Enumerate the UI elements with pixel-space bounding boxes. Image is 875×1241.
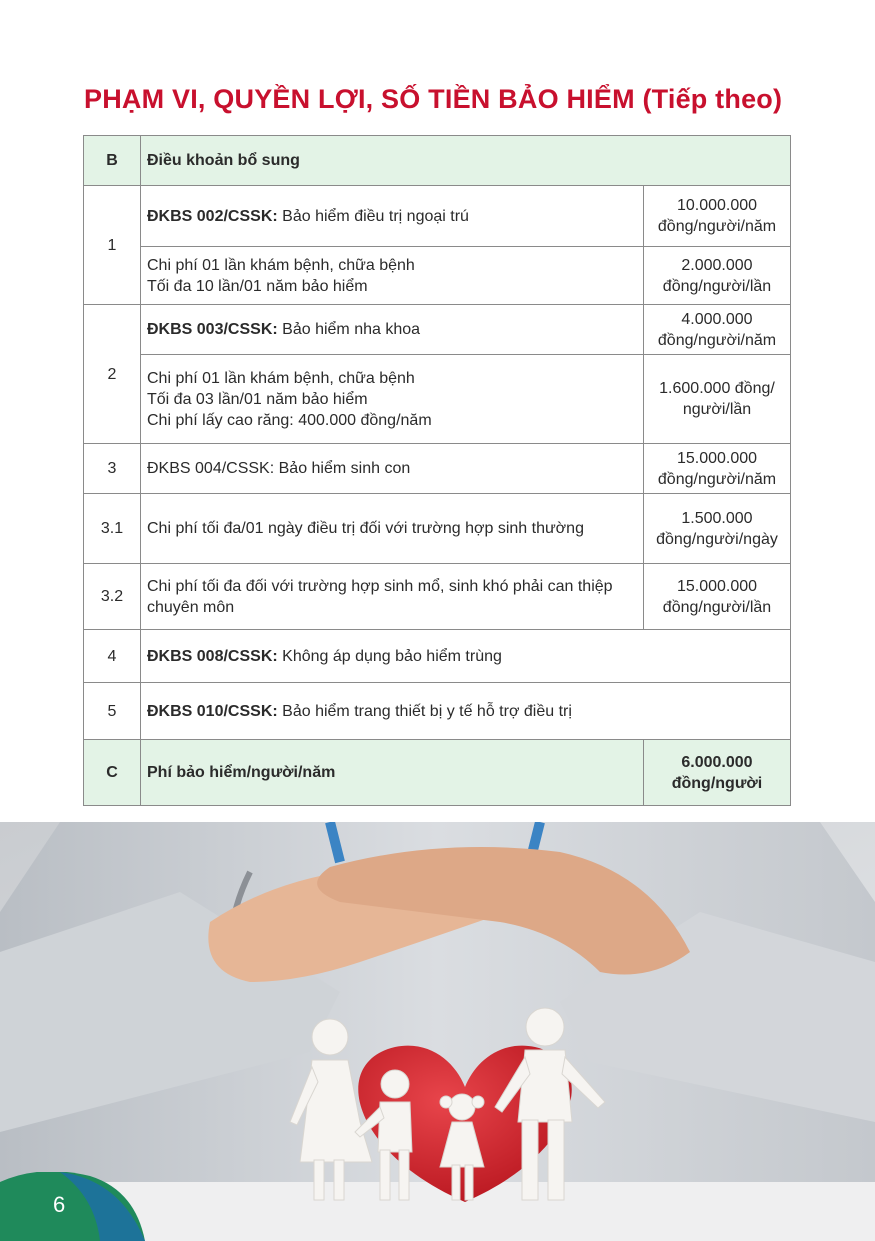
row-description	[141, 355, 644, 444]
clause-title: Bảo hiểm trang thiết bị y tế hỗ trợ điều trị	[282, 702, 572, 720]
amount-value: 15.000.000	[676, 449, 758, 467]
page-number: 6	[53, 1192, 66, 1217]
row-amount	[643, 355, 790, 444]
desc-line: Chi phí 01 lần khám bệnh, chữa bệnh	[147, 256, 415, 274]
amount-value: 1.600.000 đồng/	[659, 380, 775, 397]
desc-line: Chi phí lấy cao răng: 400.000 đồng/năm	[147, 411, 432, 429]
desc-line: Chi phí tối đa đối với trường hợp sinh mổ, sinh khó phải can thiệp	[147, 577, 613, 595]
clause-code: ĐKBS 002/CSSK:	[147, 207, 278, 225]
section-label: Điều khoản bổ sung	[141, 136, 791, 186]
row-code: 3.2	[84, 564, 141, 630]
table-row	[84, 564, 791, 630]
amount-unit: đồng/người/năm	[657, 331, 777, 349]
table-row	[84, 305, 791, 355]
section-code: B	[84, 136, 141, 186]
row-code: 2	[84, 305, 141, 444]
amount-unit: đồng/người/lần	[662, 598, 772, 616]
page-number-badge	[0, 1172, 145, 1241]
row-description	[141, 630, 791, 683]
clause-title: Không áp dụng bảo hiểm trùng	[282, 647, 502, 665]
row-amount	[643, 186, 790, 247]
row-amount	[643, 564, 790, 630]
clause-code: ĐKBS 008/CSSK:	[147, 647, 278, 665]
row-description: Chi phí tối đa/01 ngày điều trị đối với trường hợp sinh thường	[141, 494, 644, 564]
total-amount	[643, 740, 790, 806]
desc-line: Tối đa 03 lần/01 năm bảo hiểm	[147, 390, 368, 408]
clause-code: ĐKBS 003/CSSK:	[147, 321, 278, 338]
amount-value: 6.000.000	[681, 753, 753, 771]
benefits-table	[83, 135, 791, 806]
total-code: C	[84, 740, 141, 806]
row-description: ĐKBS 004/CSSK: Bảo hiểm sinh con	[141, 444, 644, 494]
row-description	[141, 683, 791, 740]
amount-value: 10.000.000	[676, 197, 758, 214]
row-code: 3.1	[84, 494, 141, 564]
row-code: 4	[84, 630, 141, 683]
row-description	[141, 305, 644, 355]
amount-unit: đồng/người/ngày	[656, 530, 778, 548]
amount-unit: đồng/người/năm	[657, 218, 777, 235]
row-description	[141, 564, 644, 630]
total-label: Phí bảo hiểm/người/năm	[141, 740, 644, 806]
table-header-row	[84, 136, 791, 186]
amount-unit: người/lần	[682, 401, 752, 418]
clause-code: ĐKBS 010/CSSK:	[147, 702, 278, 720]
table-row	[84, 683, 791, 740]
row-amount	[643, 305, 790, 355]
amount-value: 1.500.000	[681, 509, 753, 527]
row-description	[141, 247, 644, 305]
page-title: PHẠM VI, QUYỀN LỢI, SỐ TIỀN BẢO HIỂM (Tiếp theo)	[84, 84, 783, 114]
amount-value: 15.000.000	[676, 577, 758, 595]
table-row	[84, 186, 791, 247]
table-row	[84, 494, 791, 564]
row-amount	[643, 494, 790, 564]
row-code: 3	[84, 444, 141, 494]
amount-value: 2.000.000	[681, 256, 753, 274]
desc-line: chuyên môn	[147, 598, 235, 616]
table-row	[84, 630, 791, 683]
amount-value: 4.000.000	[681, 310, 753, 328]
table-row	[84, 444, 791, 494]
row-amount	[643, 247, 790, 305]
amount-unit: đồng/người/lần	[662, 277, 772, 295]
clause-title: Bảo hiểm điều trị ngoại trú	[282, 207, 469, 225]
desc-line: Chi phí 01 lần khám bệnh, chữa bệnh	[147, 369, 415, 387]
clause-title: Bảo hiểm nha khoa	[282, 321, 421, 338]
total-row	[84, 740, 791, 806]
desc-line: Tối đa 10 lần/01 năm bảo hiểm	[147, 277, 368, 295]
amount-unit: đồng/người/năm	[657, 470, 777, 488]
table-row	[84, 247, 791, 305]
table-row	[84, 355, 791, 444]
row-code: 5	[84, 683, 141, 740]
row-description	[141, 186, 644, 247]
amount-unit: đồng/người	[671, 774, 763, 792]
row-amount	[643, 444, 790, 494]
row-code: 1	[84, 186, 141, 305]
